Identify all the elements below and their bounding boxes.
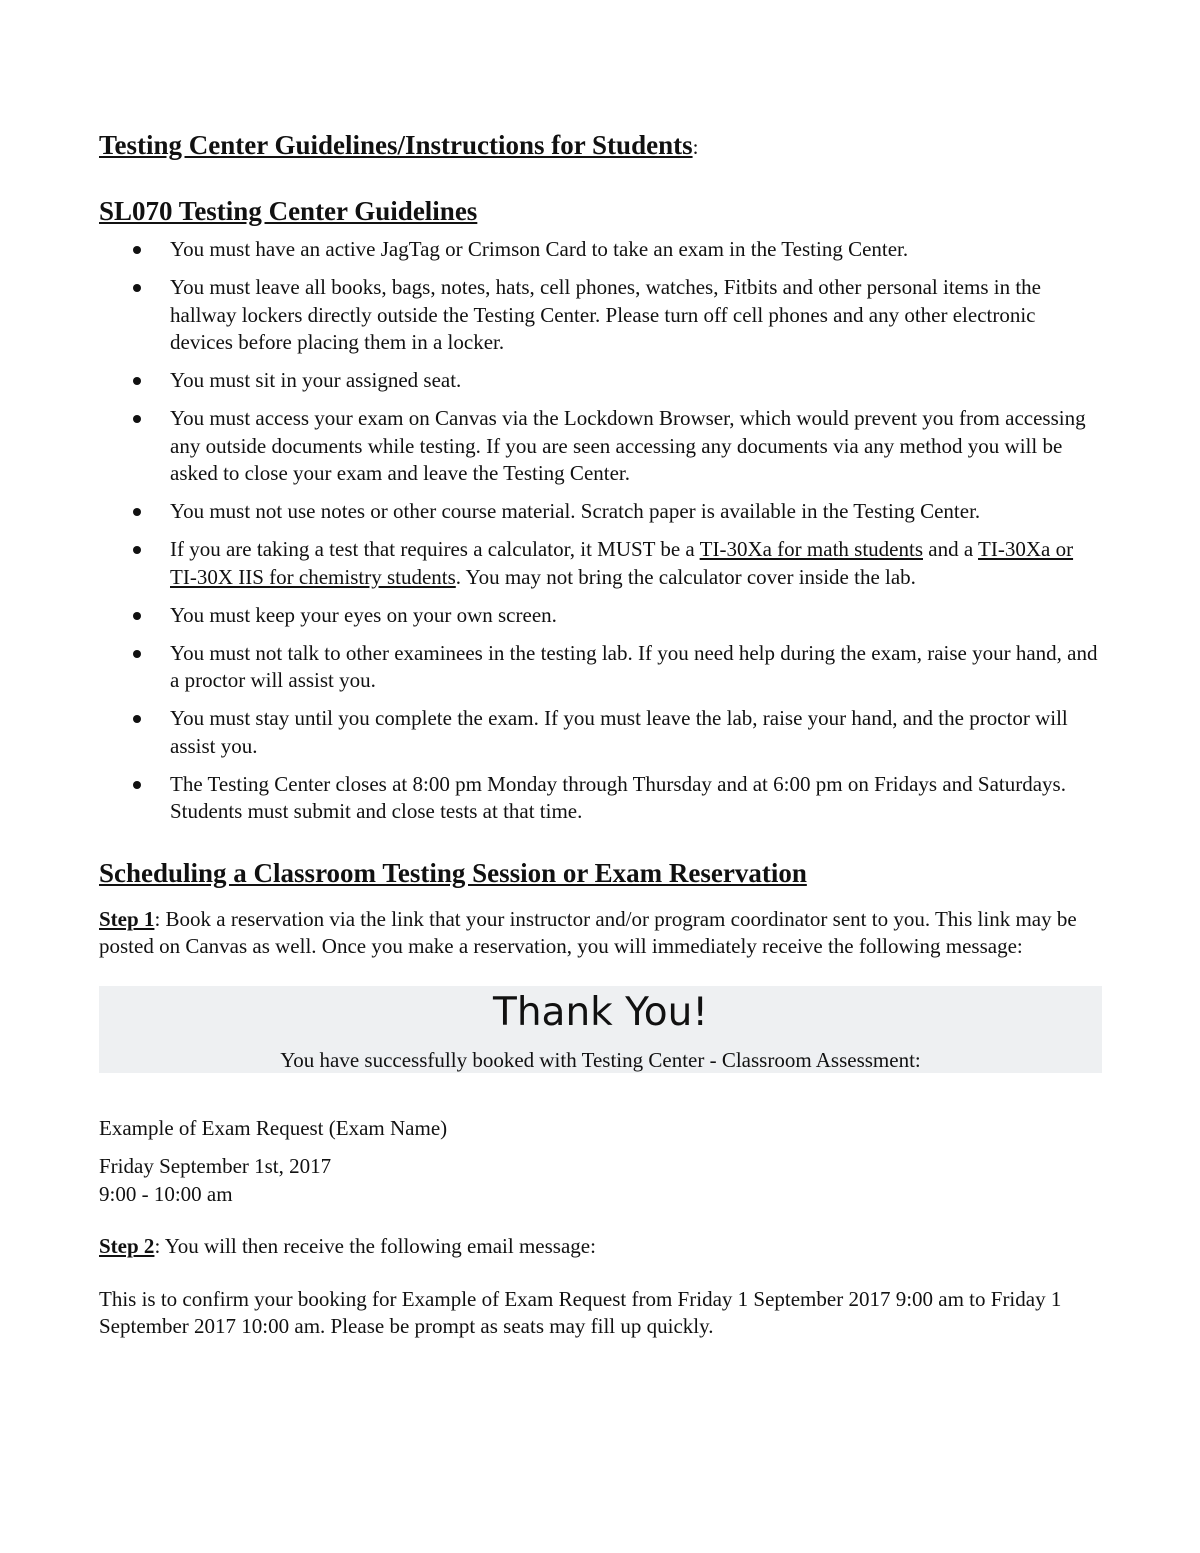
exam-date: Friday September 1st, 2017 — [99, 1154, 332, 1178]
bullet-icon — [133, 415, 141, 423]
list-item-text: You must sit in your assigned seat. — [170, 368, 462, 392]
step-2-paragraph — [99, 1233, 1102, 1261]
list-item-text: You must leave all books, bags, notes, hats, cell phones, watches, Fitbits and other personal items in the hallway lockers directly outside the Testing Center. Please turn off cell phones and any other electronic devices before placing them in a locker. — [170, 275, 1041, 354]
thank-you-subtitle: You have successfully booked with Testing Center - Classroom Assessment: — [280, 1047, 921, 1072]
step-2-text: : You will then receive the following email message: — [154, 1234, 596, 1258]
document-title-colon: : — [692, 135, 699, 159]
document-title-text: Testing Center Guidelines/Instructions for Students — [99, 130, 693, 160]
bullet-icon — [133, 246, 141, 254]
document-title — [99, 126, 1102, 166]
step-1-paragraph — [99, 906, 1102, 961]
list-item-text: You must stay until you complete the exam. If you must leave the lab, raise your hand, and the proctor will assist you. — [170, 706, 1068, 758]
thank-you-banner — [99, 986, 1102, 1073]
calculator-text-mid: and a — [923, 537, 979, 561]
list-item — [99, 236, 1102, 264]
list-item-text: You must not use notes or other course material. Scratch paper is available in the Testing Center. — [170, 499, 981, 523]
step-1-label: Step 1 — [99, 906, 155, 931]
list-item — [99, 705, 1102, 760]
list-item — [99, 602, 1102, 630]
guidelines-list — [99, 236, 1102, 826]
document-page — [99, 126, 1102, 1341]
math-calculator-link: TI-30Xa for math students — [699, 537, 923, 561]
list-item-text: You must access your exam on Canvas via the Lockdown Browser, which would prevent you from accessing any outside documents while testing. If you are seen accessing any documents via any method you will be asked to close your exam and leave the Testing Center. — [170, 406, 1086, 485]
confirmation-message: This is to confirm your booking for Example of Exam Request from Friday 1 September 2017 9:00 am to Friday 1 September 2017 10:00 am. Please be prompt as seats may fill up quickly. — [99, 1286, 1062, 1338]
exam-name: Example of Exam Request (Exam Name) — [99, 1115, 448, 1140]
exam-time: 9:00 - 10:00 am — [99, 1181, 233, 1206]
list-item-text: You must have an active JagTag or Crimson Card to take an exam in the Testing Center. — [170, 237, 909, 261]
list-item — [99, 771, 1102, 826]
bullet-icon — [133, 377, 141, 385]
calculator-text-pre: If you are taking a test that requires a calculator, it MUST be a — [170, 537, 700, 561]
list-item-text: You must keep your eyes on your own screen. — [170, 602, 557, 627]
scheduling-heading: Scheduling a Classroom Testing Session or Exam Reservation — [99, 857, 807, 888]
bullet-icon — [133, 508, 141, 516]
thank-you-title: Thank You! — [493, 989, 708, 1035]
step-2-label: Step 2 — [99, 1234, 155, 1258]
chemistry-calculator-link: TI-30Xa or TI-30X IIS for chemistry students — [170, 537, 1074, 589]
calculator-text-post: . You may not bring the calculator cover inside the lab. — [455, 564, 916, 589]
list-item — [99, 405, 1102, 488]
list-item — [99, 640, 1102, 695]
bullet-icon — [133, 781, 141, 789]
guidelines-heading: SL070 Testing Center Guidelines — [99, 196, 478, 226]
bullet-icon — [133, 715, 141, 723]
bullet-icon — [133, 546, 141, 554]
list-item-text: You must not talk to other examinees in the testing lab. If you need help during the exam, raise your hand, and a proctor will assist you. — [170, 640, 1098, 692]
bullet-icon — [133, 612, 141, 620]
list-item — [99, 367, 1102, 395]
list-item-text: The Testing Center closes at 8:00 pm Monday through Thursday and at 6:00 pm on Fridays and Saturdays. Students must submit and close tests at that time. — [170, 771, 1066, 823]
list-item-calculator — [99, 536, 1102, 591]
list-item — [99, 498, 1102, 526]
list-item — [99, 274, 1102, 357]
bullet-icon — [133, 284, 141, 292]
bullet-icon — [133, 650, 141, 658]
step-1-text: : Book a reservation via the link that your instructor and/or program coordinator sent to you. This link may be posted on Canvas as well. Once you make a reservation, you will immediately receive the following message: — [99, 906, 1077, 958]
